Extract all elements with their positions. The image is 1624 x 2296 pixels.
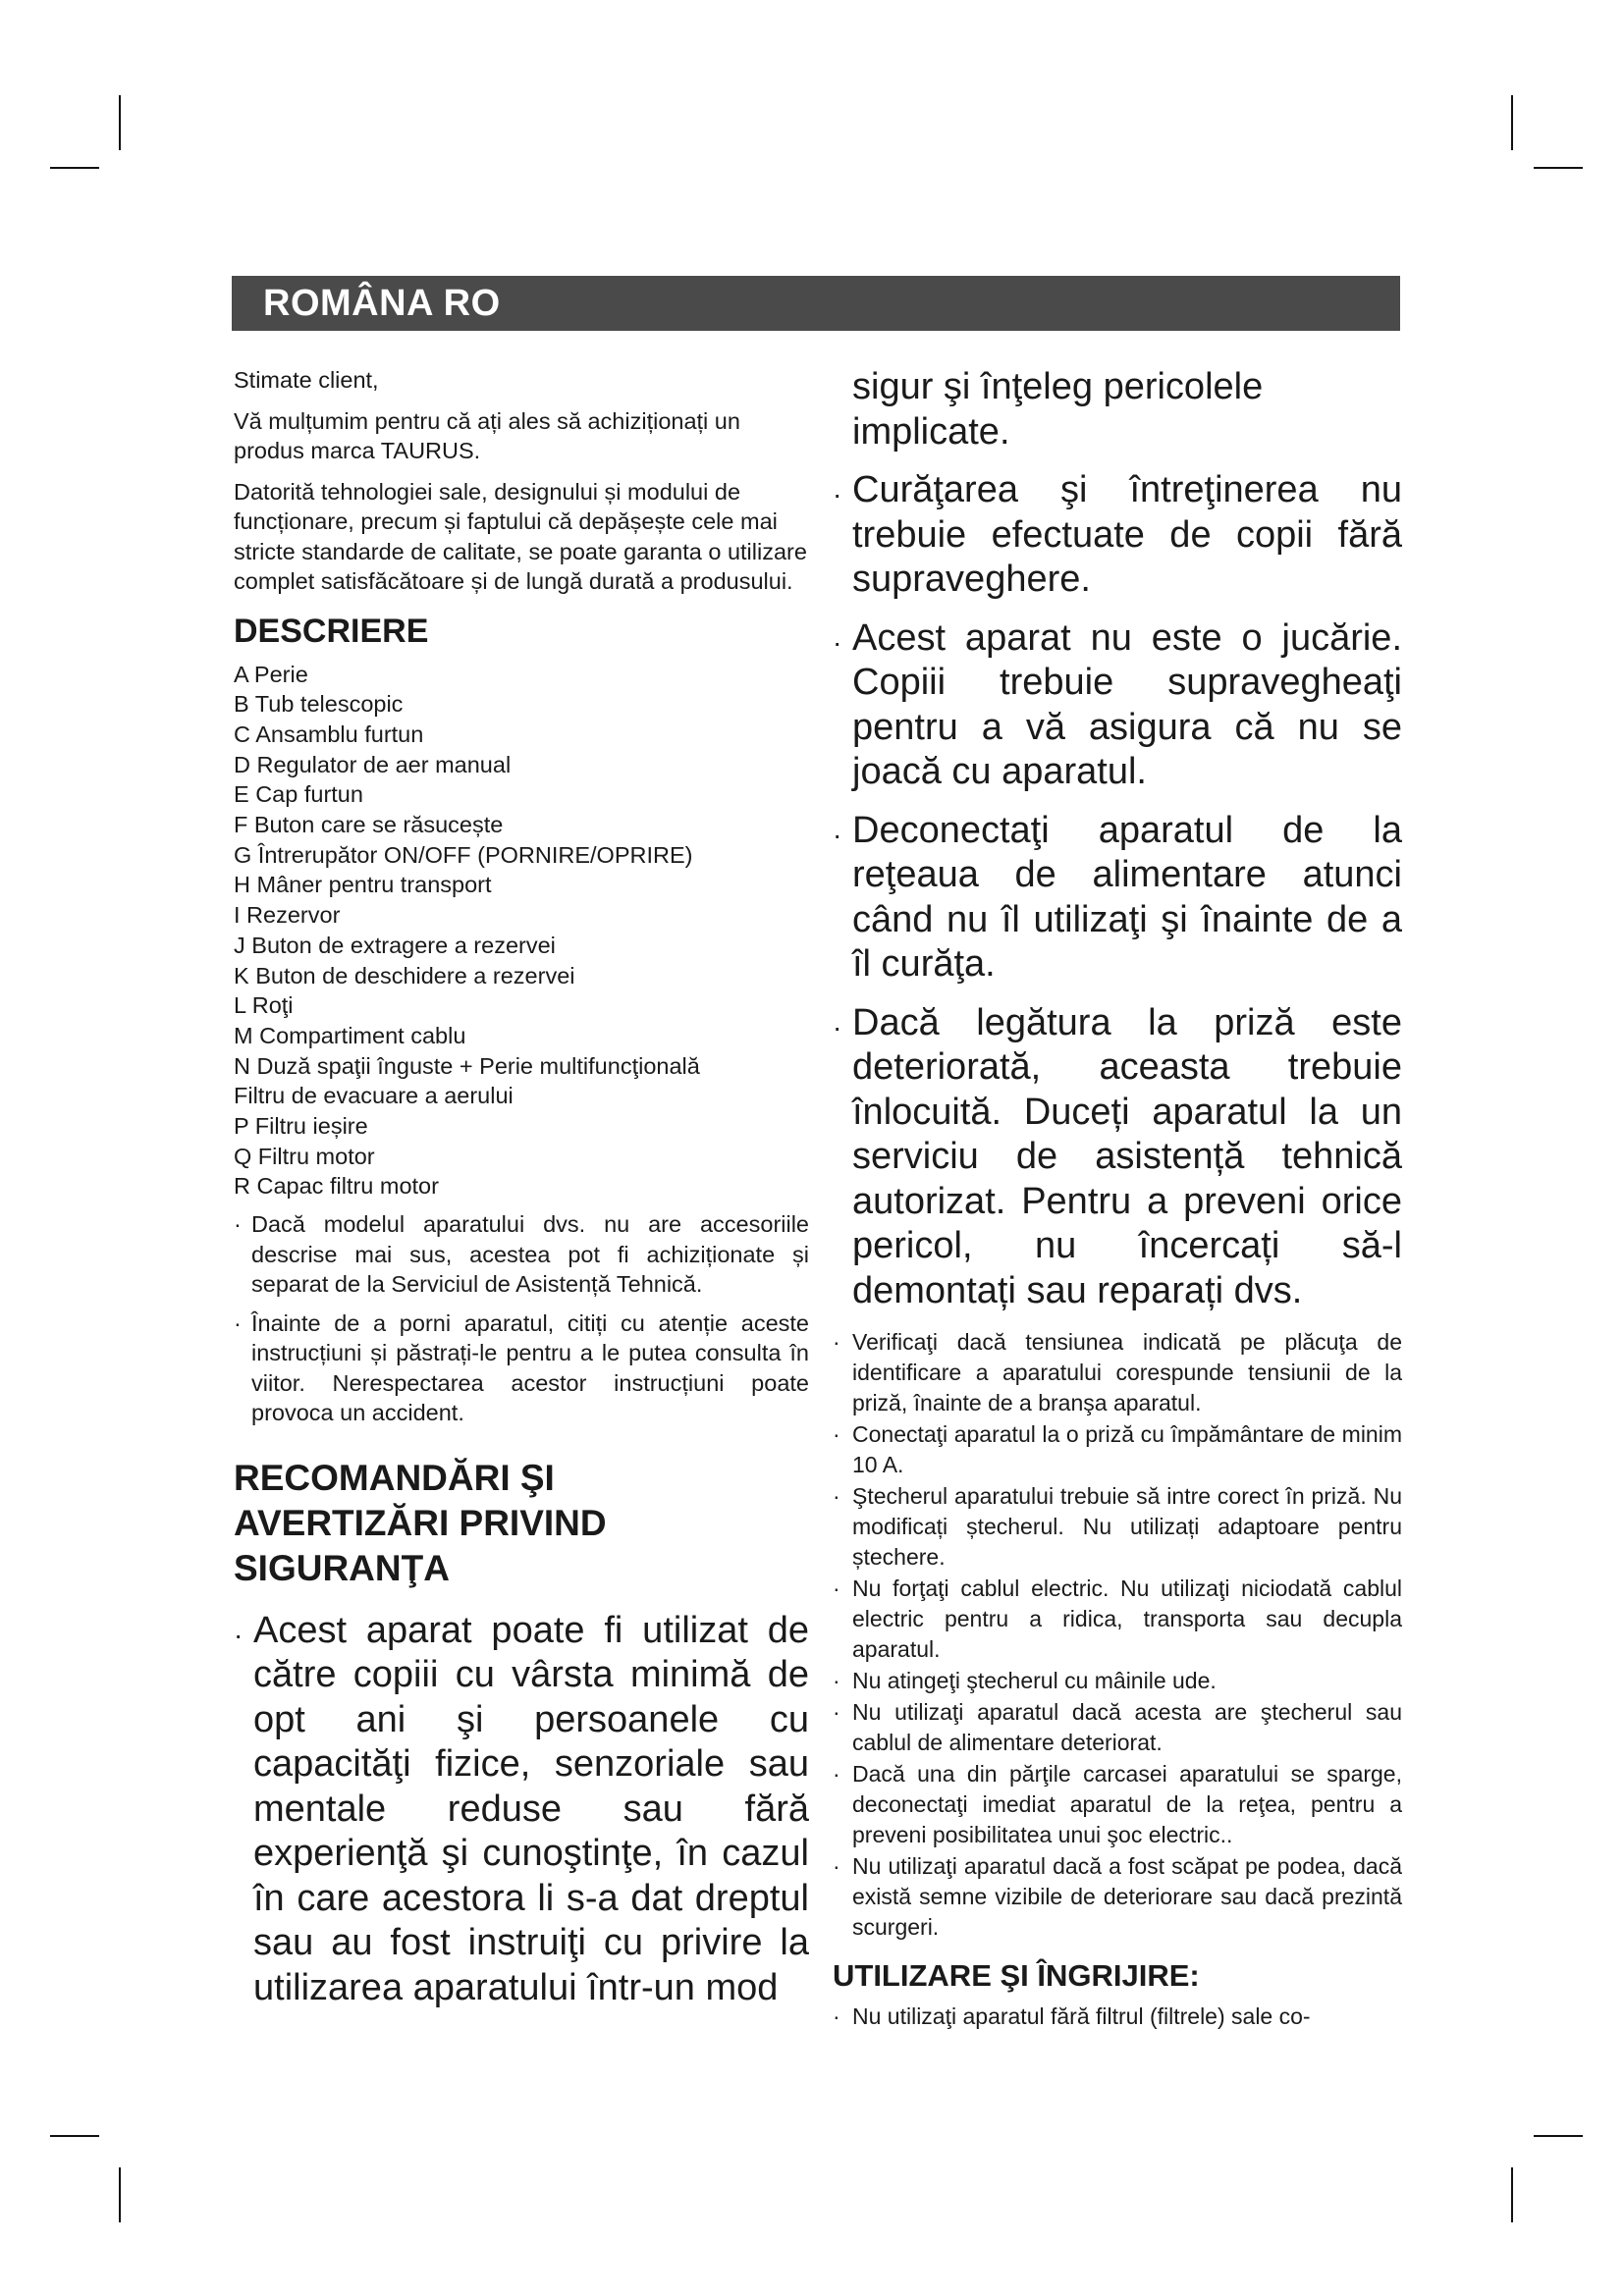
description-heading: DESCRIERE — [234, 612, 429, 650]
part-item: E Cap furtun — [234, 781, 363, 808]
part-item: B Tub telescopic — [234, 691, 404, 718]
part-item: I Rezervor — [234, 902, 341, 929]
safety-warning-small: · Conectaţi aparatul la o priză cu împământare de minim 10 A. — [833, 1419, 1402, 1480]
part-item: F Buton care se răsucește — [234, 812, 504, 838]
crop-mark — [1511, 2167, 1513, 2222]
safety-warning-small: · Ştecherul aparatului trebuie să intre corect în priză. Nu modificați ștecherul. Nu utilizați adaptoare pentru ștechere. — [833, 1481, 1402, 1573]
right-column — [833, 365, 1402, 2033]
usage-heading: UTILIZARE ŞI ÎNGRIJIRE: — [833, 1958, 1200, 1993]
safety-heading-line: AVERTIZĂRI PRIVIND — [234, 1502, 607, 1543]
part-item: A Perie — [234, 661, 308, 687]
safety-heading-line: SIGURANŢA — [234, 1547, 450, 1588]
safety-heading-line: RECOMANDĂRI ŞI — [234, 1457, 555, 1498]
part-item: Q Filtru motor — [234, 1143, 375, 1169]
safety-warning-small: · Verificaţi dacă tensiunea indicată pe plăcuţa de identificare a aparatului corespunde tensiunii de la priză, înainte de a branşa aparatul. — [833, 1327, 1402, 1418]
safety-warning-large: · Acest aparat poate fi utilizat de către copiii cu vârsta minimă de opt ani şi persoanele cu capacităţi fizice, senzoriale sau mentale reduse sau fără experienţă şi cunoştinţe, în cazul în care acestora li s-a dat dreptul sau au fost instruiţi cu privire la utilizarea aparatului într-un mod — [234, 1609, 809, 2011]
part-item: J Buton de extragere a rezervei — [234, 932, 556, 958]
usage-item: · Nu utilizaţi aparatul fără filtrul (filtrele) sale co- — [833, 2002, 1402, 2032]
instructions-note: · Înainte de a porni aparatul, citiți cu atenție aceste instrucțiuni și păstrați-le pentru a le putea consulta în viitor. Nerespectarea acestor instrucțiuni poate provoca un accident. — [234, 1308, 809, 1428]
part-item: H Mâner pentru transport — [234, 872, 492, 898]
left-column — [234, 365, 809, 2024]
parts-list — [234, 660, 809, 1202]
safety-warning-small: · Nu forţaţi cablul electric. Nu utilizaţi niciodată cablul electric pentru a ridica, transporta sau decupla aparatul. — [833, 1574, 1402, 1665]
safety-warning-large: · Dacă legătura la priză este deteriorată, aceasta trebuie înlocuită. Duceți aparatul la un serviciu de asistență tehnică autorizat. Pentru a preveni orice pericol, nu încercați să-l demontați sau reparați dvs. — [833, 1001, 1402, 1314]
safety-warning-large: · Deconectaţi aparatul de la reţeaua de alimentare atunci când nu îl utilizaţi şi înainte de a îl curăţa. — [833, 809, 1402, 988]
safety-warning-small: · Nu utilizaţi aparatul dacă acesta are ştecherul sau cablul de alimentare deteriorat. — [833, 1697, 1402, 1758]
safety-warning-small: · Dacă una din părţile carcasei aparatului se sparge, deconectaţi imediat aparatul de la reţea, pentru a preveni posibilitatea unui şoc electric.. — [833, 1759, 1402, 1850]
crop-mark — [119, 95, 121, 150]
crop-mark — [1534, 2135, 1583, 2137]
intro-thanks: Vă mulțumim pentru că ați ales să achiziționați un produs marca TAURUS. — [234, 407, 740, 463]
part-item: C Ansamblu furtun — [234, 721, 424, 747]
safety-warning-large: · Curăţarea şi întreţinerea nu trebuie efectuate de copii fără supraveghere. — [833, 468, 1402, 603]
part-item: Filtru de evacuare a aerului — [234, 1083, 514, 1109]
part-item: M Compartiment cablu — [234, 1022, 466, 1048]
greeting: Stimate client, — [234, 367, 379, 393]
crop-mark — [50, 2135, 99, 2137]
safety-warning-small: · Nu atingeţi ştecherul cu mâinile ude. — [833, 1666, 1402, 1696]
part-item: R Capac filtru motor — [234, 1173, 439, 1200]
safety-warning-small: · Nu utilizaţi aparatul dacă a fost scăpat pe podea, dacă există semne vizibile de deteriorare sau dacă prezintă scurgeri. — [833, 1851, 1402, 1943]
part-item: K Buton de deschidere a rezervei — [234, 962, 575, 988]
intro-technology: Datorită tehnologiei sale, designului și modului de funcționare, precum și faptului că depășește cele mai stricte standarde de calitate, se poate garanta o utilizare complet satisfăcătoare și de lungă durată a produsului. — [234, 478, 807, 594]
crop-mark — [1511, 95, 1513, 150]
safety-warning-large: · Acest aparat nu este o jucărie. Copiii trebuie supravegheaţi pentru a vă asigura că nu se joacă cu aparatul. — [833, 616, 1402, 795]
language-header: ROMÂNA RO — [232, 276, 1400, 331]
part-item: P Filtru ieșire — [234, 1113, 368, 1140]
safety-heading — [234, 1456, 809, 1591]
part-item: L Roţi — [234, 992, 294, 1019]
part-item: N Duză spaţii înguste + Perie multifuncţională — [234, 1052, 700, 1079]
safety-warning-continuation: sigur şi înţeleg pericolele implicate. — [852, 366, 1264, 453]
crop-mark — [119, 2167, 121, 2222]
accessory-note: · Dacă modelul aparatului dvs. nu are accesoriile descrise mai sus, acestea pot fi achiziționate și separat de la Serviciul de Asistență Tehnică. — [234, 1209, 809, 1300]
part-item: G Întrerupător ON/OFF (PORNIRE/OPRIRE) — [234, 841, 693, 868]
crop-mark — [50, 167, 99, 169]
part-item: D Regulator de aer manual — [234, 751, 512, 777]
crop-mark — [1534, 167, 1583, 169]
